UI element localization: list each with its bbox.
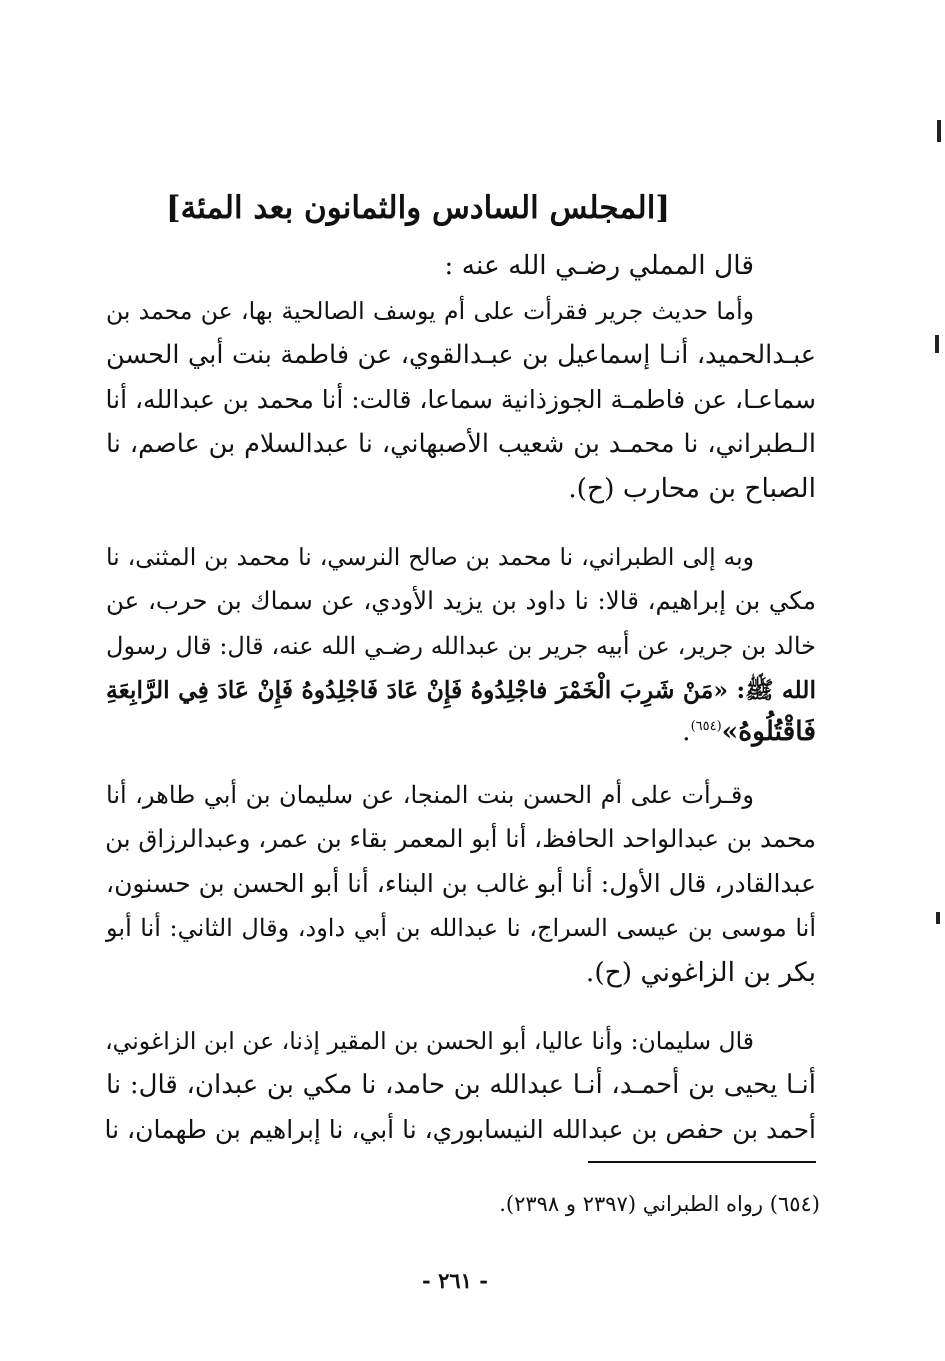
text-line: الـطبراني، نا محمـد بن شعيب الأصبهاني، نا عبدالسلام بن عاصم، نا	[106, 429, 816, 460]
text-line: سماعـا، عن فاطمـة الجوزذانية سماعا، قالت: أنا محمد بن عبدالله، أنا	[105, 384, 816, 414]
text-line: أنا موسى بن عيسى السراج، نا عبدالله بن أبي داود، وقال الثاني: أنا أبو	[106, 914, 816, 943]
text-line: أنـا يحيى بن أحمـد، أنـا عبدالله بن حامد، نا مكي بن عبدان، قال: نا	[106, 1070, 816, 1101]
footnote: (٦٥٤) رواه الطبراني (٢٣٩٧ و ٢٣٩٨).	[499, 1192, 820, 1216]
main-text	[106, 244, 816, 1152]
text-line: مكي بن إبراهيم، قالا: نا داود بن يزيد الأودي، عن سماك بن حرب، عن	[106, 586, 816, 616]
text-line: بكر بن الزاغوني (ح).	[585, 956, 816, 988]
scan-edge-mark	[937, 120, 941, 142]
paragraph-gap	[106, 996, 816, 1019]
footnote-reference: (٦٥٤)	[690, 718, 722, 734]
page-number: - ٢٦١ -	[422, 1268, 488, 1293]
text-line: قال سليمان: وأنا عاليا، أبو الحسن بن المقير إذنا، عن ابن الزاغوني،	[105, 1026, 754, 1055]
chapter-title: [المجلس السادس والثمانون بعد المئة]	[165, 190, 670, 226]
paragraph-gap	[106, 750, 816, 773]
text-line: وبه إلى الطبراني، نا محمد بن صالح النرسي، نا محمد بن المثنى، نا	[106, 542, 754, 571]
text-line: محمد بن عبدالواحد الحافظ، أنا أبو المعمر بقاء بن عمر، وعبدالرزاق بن	[105, 824, 816, 854]
hadith-quote-line: الله ﷺ: «مَنْ شَرِبَ الْخَمْرَ فاجْلِدُوهُ فَإِنْ عَادَ فَاجْلِدُوهُ فَإِنْ عَادَ فِي الرَّابِعَةِ	[106, 676, 816, 705]
text-line: وقـرأت على أم الحسن بنت المنجا، عن سليمان بن أبي طاهر، أنا	[106, 780, 754, 809]
text-line: عبدالقادر، قال الأول: أنا أبو غالب بن البناء، أنا أبو الحسن بن حسنون،	[106, 868, 816, 898]
footnote-separator	[588, 1161, 816, 1163]
text-line: أحمد بن حفص بن عبدالله النيسابوري، نا أبي، نا إبراهيم بن طهمان، نا	[104, 1114, 816, 1144]
text-line: الصباح بن محارب (ح).	[568, 472, 816, 504]
intro-line: قال المملي رضـي الله عنه :	[444, 250, 754, 281]
paragraph-gap	[106, 512, 816, 535]
text-line: عبـدالحميد، أنـا إسماعيل بن عبـدالقوي، عن فاطمة بنت أبي الحسن	[106, 340, 816, 371]
scan-edge-mark	[936, 912, 940, 924]
scan-edge-mark	[935, 335, 939, 353]
hadith-quote-end: فَاقْتُلُوهُ»	[721, 715, 816, 747]
text-line: خالد بن جرير، عن أبيه جرير بن عبدالله رضـي الله عنه، قال: قال رسول	[106, 631, 816, 660]
text-line: وأما حديث جرير فقرأت على أم يوسف الصالحية بها، عن محمد بن	[106, 296, 754, 325]
sentence-end: .	[682, 715, 691, 747]
